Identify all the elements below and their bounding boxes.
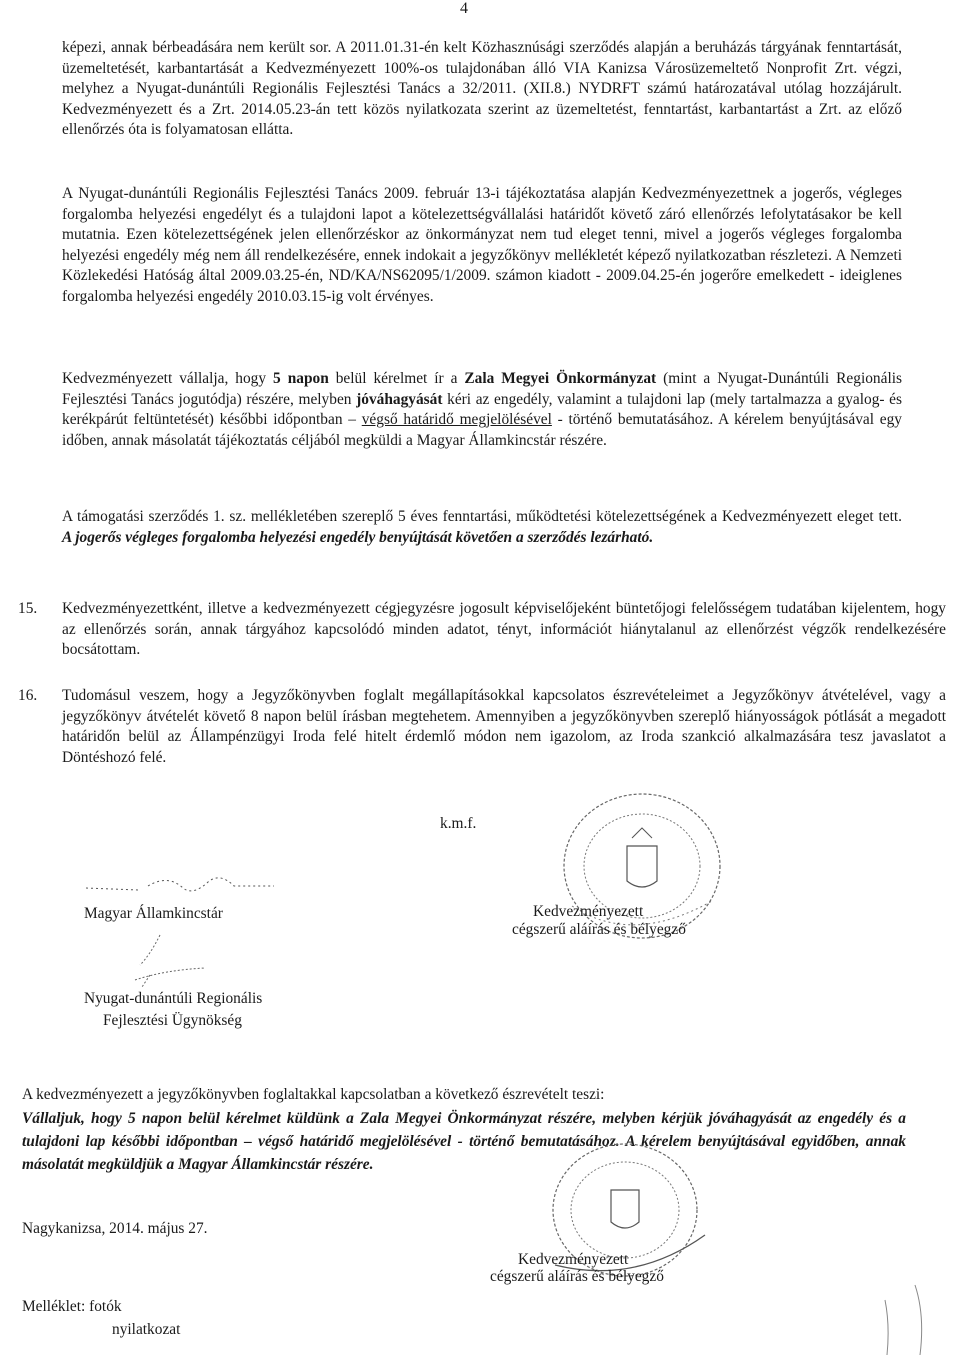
right-signatory-2-title: Kedvezményezett bbox=[518, 1251, 629, 1268]
attachments-item: nyilatkozat bbox=[112, 1321, 181, 1338]
item-15-number: 15. bbox=[18, 600, 38, 617]
commitment-approval: jóváhagyását bbox=[356, 390, 443, 408]
commitment-text-2: belül kérelmet ír a bbox=[328, 370, 465, 387]
right-signatory-1-note: cégszerű aláírás és bélyegző bbox=[512, 921, 686, 938]
contract-closing-condition: A jogerős végleges forgalomba helyezési engedély benyújtását követően a szerződés lezárható. bbox=[62, 528, 654, 546]
paragraph-commitment bbox=[62, 369, 902, 451]
left-signatory-agency-line2: Fejlesztési Ügynökség bbox=[103, 1012, 242, 1029]
commitment-text-1: Kedvezményezett vállalja, hogy bbox=[62, 370, 274, 387]
item-16 bbox=[18, 686, 946, 768]
margin-scribble bbox=[870, 1280, 940, 1360]
left-signatory-treasury: Magyar Államkincstár bbox=[84, 905, 223, 922]
attachments-label: Melléklet: fotók bbox=[22, 1298, 122, 1315]
right-signatory-2-note: cégszerű aláírás és bélyegző bbox=[490, 1268, 664, 1285]
item-16-text: Tudomásul veszem, hogy a Jegyzőkönyvben foglalt megállapításokkal kapcsolatos észrevételeimet a Jegyzőkönyv átvételével, vagy a jegyzőkönyv átvételét követő 8 napon belül írásban megtehetem. Amennyiben a jegyzőkönyvben szereplő hiányosságok pótlását a megadott határidőn belül az Állampénzügyi Iroda felé hitelt érdemlő módon nem igazolom, az Iroda szankció alkalmazására tesz javaslatot a Döntéshozó felé. bbox=[62, 687, 946, 766]
commitment-deadline: 5 napon bbox=[273, 370, 329, 387]
commitment-text-5: - történő bemutatásához. A kérelem benyújtásával egy időben, annak másolatát tájékoztatás céljából megküldi a Magyar Államkincstár részére. bbox=[62, 411, 902, 449]
kmf-label: k.m.f. bbox=[440, 815, 477, 832]
commitment-text-3: (mint a Nyugat-Dunántúli Regionális Fejlesztési Tanács jogutódja) részére, melyben bbox=[62, 370, 902, 408]
item-15-text: Kedvezményezettként, illetve a kedvezményezett cégjegyzésre jogosult képviselőjeként büntetőjogi felelősségem tudatában kijelentem, hogy az ellenőrzés során, annak tárgyához kapcsolódó minden adatot, tényt, információt hiánytalanul az ellenőrzést végzők rendelkezésére bocsátottam. bbox=[62, 600, 946, 659]
left-signature-line bbox=[78, 870, 288, 905]
left-signature-2-scribble bbox=[110, 925, 230, 995]
right-signatory-1-title: Kedvezményezett bbox=[533, 903, 644, 920]
paragraph-contract-status bbox=[62, 507, 902, 548]
item-16-number: 16. bbox=[18, 687, 38, 704]
paragraph-permit: A Nyugat-dunántúli Regionális Fejlesztési Tanács 2009. február 13-i tájékoztatása alapján Kedvezményezettnek a jogerős, végleges forgalomba helyezési engedélyt és a tulajdoni lapot a kötelezettségvállalási határidőt követő záró ellenőrzés lefolytatásakor be kell mutatnia. Ezen kötelezettségének jelen ellenőrzéskor az önkormányzat nem tud eleget tenni, mivel a jogerős végleges forgalomba helyezési engedély még nem áll rendelkezésére, ennek indokait a jegyzőkönyv mellékletét képező nyilatkozatban részletezi. A Nemzeti Közlekedési Hatóság által 2009.03.25-én, ND/KA/NS62095/1/2009. számon kiadott - 2009.04.25-én jogerőre emelkedett - ideiglenes forgalomba helyezési engedély 2010.03.15-ig volt érvényes. bbox=[62, 185, 902, 305]
comment-text: Vállaljuk, hogy 5 napon belül kérelmet küldünk a Zala Megyei Önkormányzat részére, melyben kérjük jóváhagyását az engedély és a tulajdoni lap későbbi időpontban – végső határidő megjelölésével - történő bemutatásához. A kérelem benyújtásával egyidőben, annak másolatát megküldjük a Magyar Államkincstár részére. bbox=[22, 1110, 906, 1173]
commitment-final-deadline: végső határidő megjelölésével bbox=[361, 411, 552, 429]
left-signature-scribble bbox=[78, 870, 288, 900]
commitment-text-4: kéri az engedély, valamint a tulajdoni lap (mely tartalmazza a gyalog- és kerékpárút feltüntetését) későbbi időpontban – bbox=[62, 390, 902, 429]
contract-status-text: A támogatási szerződés 1. sz. mellékletében szereplő 5 éves fenntartási, működtetési kötelezettségének a Kedvezményezett eleget tett. bbox=[62, 508, 902, 525]
page-number: 4 bbox=[460, 0, 468, 17]
paragraph-maintenance: képezi, annak bérbeadására nem került sor. A 2011.01.31-én kelt Közhasznúsági szerződés alapján a beruházás tárgyának fenntartását, üzemeltetését, karbantartását a Kedvezményezett 100%-os tulajdonában álló VIA Kanizsa Városüzemeltető Nonprofit Zrt. végzi, melyhez a Nyugat-dunántúli Regionális Fejlesztési Tanács a 32/2011. (XII.8.) NYDRFT számú határozatával utólag hozzájárult. Kedvezményezett és a Zrt. 2014.05.23-án tett közös nyilatkozata szerint az üzemeltetést, fenntartást, karbantartást a Zrt. az előző ellenőrzés óta is folyamatosan ellátta. bbox=[62, 39, 902, 139]
commitment-authority: Zala Megyei Önkormányzat bbox=[464, 370, 657, 387]
left-signatory-agency-line1: Nyugat-dunántúli Regionális bbox=[84, 990, 263, 1007]
item-15 bbox=[18, 599, 946, 661]
comment-intro: A kedvezményezett a jegyzőkönyvben foglaltakkal kapcsolatban a következő észrevételt teszi: bbox=[22, 1086, 605, 1103]
place-date: Nagykanizsa, 2014. május 27. bbox=[22, 1220, 208, 1237]
